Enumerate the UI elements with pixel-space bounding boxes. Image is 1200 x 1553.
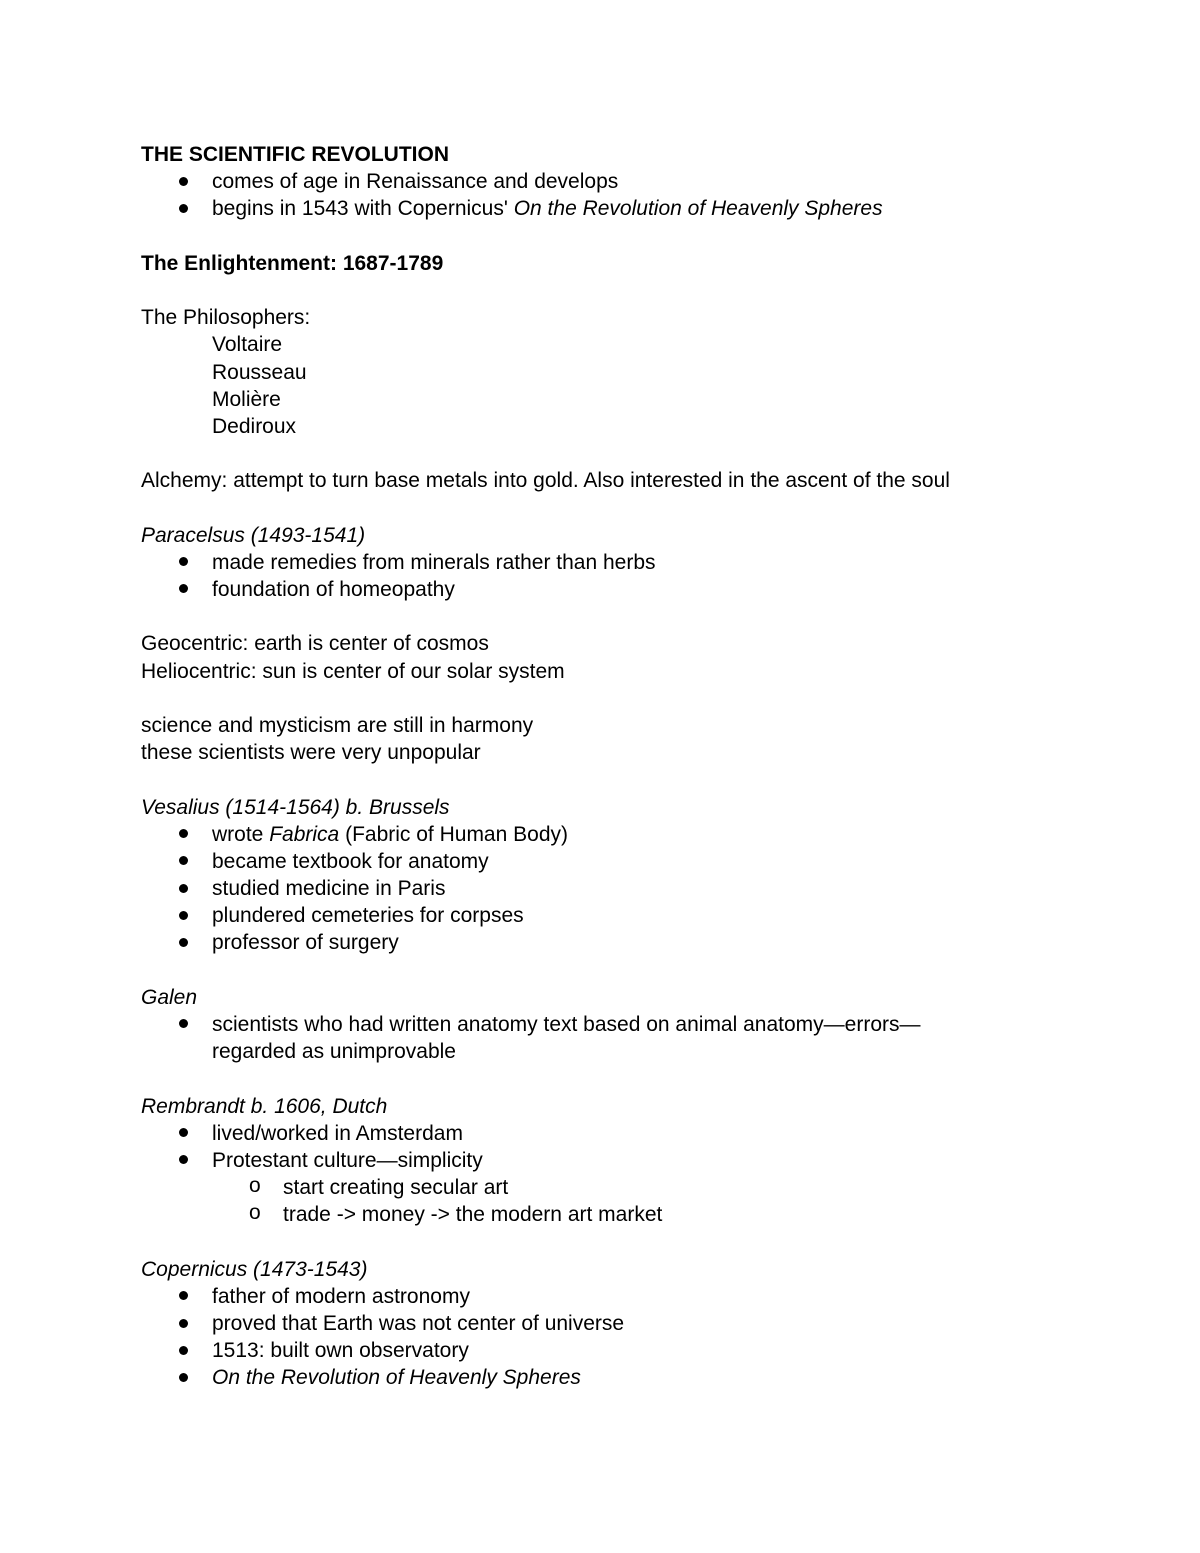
list-item xyxy=(141,902,1101,929)
document-page xyxy=(141,141,1101,1392)
list-item xyxy=(141,1310,1101,1337)
list-item xyxy=(141,168,1101,195)
bullet-icon xyxy=(176,1310,190,1337)
philosopher-name: Molière xyxy=(212,387,281,411)
list-item-text: Protestant culture—simplicity xyxy=(212,1148,483,1172)
book-title: On the Revolution of Heavenly Spheres xyxy=(212,1366,581,1390)
bullet-icon xyxy=(176,168,190,195)
list-item-text: proved that Earth was not center of universe xyxy=(212,1312,625,1336)
list-item xyxy=(141,1120,1101,1147)
note-line: science and mysticism are still in harmony xyxy=(141,713,534,737)
list-item-text: foundation of homeopathy xyxy=(212,578,455,601)
list-item xyxy=(141,576,1101,603)
list-item-text: scientists who had written anatomy text based on animal anatomy—errors— xyxy=(212,1013,921,1036)
list-item xyxy=(141,1283,1101,1310)
sub-list-item-text: trade -> money -> the modern art market xyxy=(283,1203,663,1227)
bullet-icon xyxy=(176,821,190,848)
bullet-icon xyxy=(176,549,190,576)
bullet-icon xyxy=(176,1337,190,1364)
heliocentric-definition: Heliocentric: sun is center of our solar system xyxy=(141,659,565,683)
heading-rembrandt: Rembrandt b. 1606, Dutch xyxy=(141,1094,388,1118)
list-item-text: 1513: built own observatory xyxy=(212,1339,469,1363)
bullet-icon xyxy=(176,929,190,956)
bullet-icon xyxy=(176,1364,190,1391)
alchemy-definition: Alchemy: attempt to turn base metals into gold. Also interested in the ascent of the soul xyxy=(141,469,950,493)
list-item-text-plain: begins in 1543 with Copernicus' xyxy=(212,197,508,221)
list-item-text: studied medicine in Paris xyxy=(212,877,446,901)
sub-list-item xyxy=(141,1174,1101,1201)
note-line: these scientists were very unpopular xyxy=(141,741,481,765)
list-item xyxy=(141,875,1101,902)
philosopher-name: Rousseau xyxy=(212,360,307,384)
list-item-text: made remedies from minerals rather than herbs xyxy=(212,550,656,574)
list-item xyxy=(141,848,1101,875)
section-title-enlightenment: The Enlightenment: 1687-1789 xyxy=(141,251,444,275)
list-item xyxy=(141,195,1101,222)
philosopher-name: Voltaire xyxy=(212,333,283,357)
list-item-text: professor of surgery xyxy=(212,931,399,955)
bullet-icon xyxy=(176,1011,190,1038)
book-title: On the Revolution of Heavenly Spheres xyxy=(513,197,883,221)
sub-bullet-icon: o xyxy=(249,1174,261,1198)
list-item-text: father of modern astronomy xyxy=(212,1284,470,1308)
sub-list-item-text: start creating secular art xyxy=(283,1176,509,1200)
list-item-continuation xyxy=(141,1038,1101,1065)
list-item-text: comes of age in Renaissance and develops xyxy=(212,170,619,194)
sub-list-item xyxy=(141,1201,1101,1228)
list-item xyxy=(141,549,1101,576)
list-item-text: regarded as unimprovable xyxy=(212,1040,456,1064)
heading-vesalius: Vesalius (1514-1564) b. Brussels xyxy=(141,795,450,819)
philosophers-label: The Philosophers: xyxy=(141,306,311,330)
heading-galen: Galen xyxy=(141,985,198,1009)
list-item xyxy=(141,1147,1101,1174)
list-item xyxy=(141,1337,1101,1364)
book-title: Fabrica xyxy=(269,822,340,846)
list-item-text: lived/worked in Amsterdam xyxy=(212,1121,463,1145)
bullet-icon xyxy=(176,1120,190,1147)
bullet-icon xyxy=(176,576,190,603)
bullet-icon xyxy=(176,848,190,875)
list-item xyxy=(141,821,1101,848)
bullet-icon xyxy=(176,1147,190,1174)
list-item-text xyxy=(141,197,883,220)
heading-copernicus: Copernicus (1473-1543) xyxy=(141,1257,368,1281)
bullet-icon xyxy=(176,902,190,929)
section-title-scientific-revolution: THE SCIENTIFIC REVOLUTION xyxy=(141,143,450,166)
list-item xyxy=(141,929,1101,956)
bullet-icon xyxy=(176,1283,190,1310)
list-item xyxy=(141,1011,1101,1038)
philosopher-name: Dediroux xyxy=(212,414,297,438)
list-item-text-plain: (Fabric of Human Body) xyxy=(345,822,568,846)
list-item xyxy=(141,1364,1101,1391)
geocentric-definition: Geocentric: earth is center of cosmos xyxy=(141,632,489,656)
list-item-text xyxy=(141,823,568,846)
list-item-text: plundered cemeteries for corpses xyxy=(212,904,524,928)
heading-paracelsus: Paracelsus (1493-1541) xyxy=(141,523,366,547)
bullet-icon xyxy=(176,195,190,222)
sub-bullet-icon: o xyxy=(249,1201,261,1225)
bullet-icon xyxy=(176,875,190,902)
list-item-text: became textbook for anatomy xyxy=(212,849,489,873)
list-item-text-plain: wrote xyxy=(212,822,264,846)
